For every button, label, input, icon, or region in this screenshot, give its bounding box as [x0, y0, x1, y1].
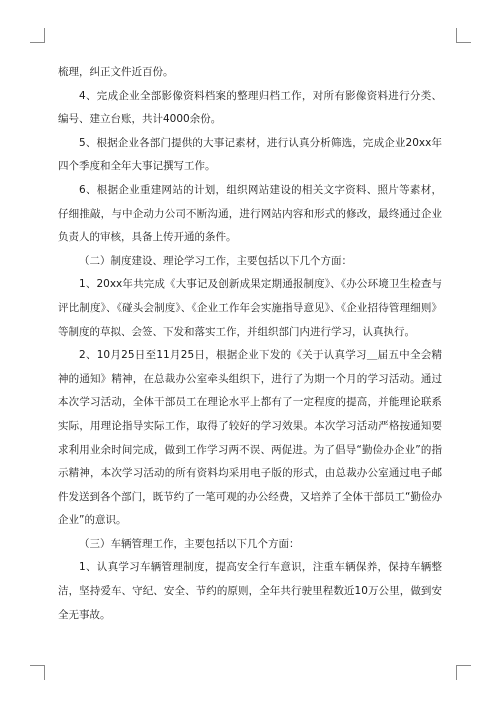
crop-mark-top-right	[456, 28, 471, 43]
crop-mark-top-left	[30, 28, 45, 43]
paragraph-item-6: 6、根据企业重建网站的计划，组织网站建设的相关文字资料、照片等素材，仔细推敲，与中企动力公司不断沟通，进行网站内容和形式的修改，最终通过企业负责人的审核，具备上传开通的条件。	[58, 183, 442, 244]
paragraph-vehicle-1: 1、认真学习车辆管理制度，提高安全行车意识，注重车辆保养，保持车辆整洁，坚持爱车、守纪、安全、节约的原则，全年共行驶里程数近10万公里，做到安全无事故。	[58, 561, 442, 621]
paragraph-item-5: 5、根据企业各部门提供的大事记素材，进行认真分析筛选，完成企业20xx年四个季度和全年大事记撰写工作。	[58, 136, 442, 173]
crop-mark-bottom-right	[456, 665, 471, 680]
paragraph-study-2: 2、10月25日至11月25日，根据企业下发的《关于认真学习＿届五中全会精神的通知》精神，在总裁办公室牵头组织下，进行了为期一个月的学习活动。通过本次学习活动，全体干部员工在理论水平上都有了一定程度的提高，并能理论联系实际，用理论指导实际工作，取得了较好的学习效果。本次学习活动严格按通知要求利用业余时间完成，做到工作学习两不误、两促进。为了倡导“勤俭办企业”的指示精神，本次学习活动的所有资料均采用电子版的形式，由总裁办公室通过电子邮件发送到各个部门，既节约了一笔可观的办公经费，又培养了全体干部员工“勤俭办企业”的意识。	[58, 349, 442, 527]
section-heading-3: （三）车辆管理工作，主要包括以下几个方面：	[79, 537, 300, 550]
paragraph-system-1: 1、20xx年共完成《大事记及创新成果定期通报制度》、《办公环境卫生检查与评比制度》、《碰头会制度》、《企业工作年会实施指导意见》、《企业招待管理细则》等制度的草拟、会签、下发和落实工作，并组织部门内进行学习，认真执行。	[58, 278, 442, 338]
paragraph-item-4: 4、完成企业全部影像资料档案的整理归档工作，对所有影像资料进行分类、编号、建立台账，共计4000余份。	[58, 89, 442, 126]
crop-mark-bottom-left	[30, 665, 45, 680]
document-body	[58, 61, 442, 627]
paragraph-continuation: 梳理，纠正文件近百份。	[58, 66, 174, 78]
section-heading-2: （二）制度建设、理论学习工作，主要包括以下几个方面：	[79, 254, 352, 267]
